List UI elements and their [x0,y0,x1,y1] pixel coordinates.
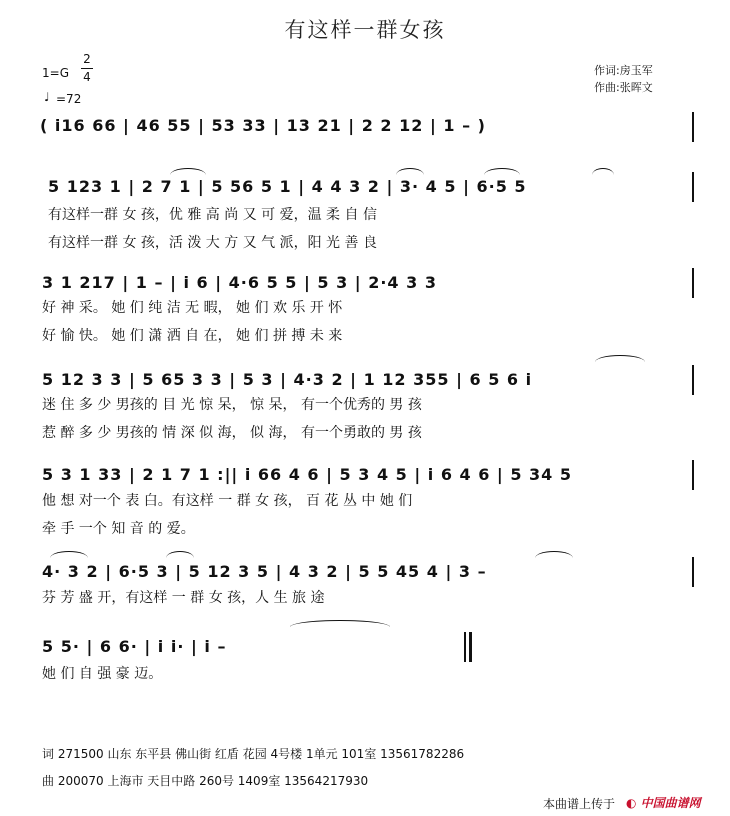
tempo-note-icon: ♩ [44,90,50,104]
row-1-end-barline [692,112,694,142]
score-row-4-lyric-1: 迷 住 多 少 男孩的 目 光 惊 呆， 惊 呆， 有一个优秀的 男 孩 [42,397,422,413]
page-title: 有这样一群女孩 [284,18,446,42]
key-signature: 1=G [42,66,69,80]
composer-address: 曲 200070 上海市 天目中路 260号 1409室 13564217930 [42,774,369,788]
final-barline-thick [469,632,472,662]
slur-mark [396,168,424,175]
score-row-2-notes: 5 123 1 | 2 7 1 | 5 56 5 1 | 4 4 3 2 | 3· 4 5 | 6·5 5 [48,177,527,196]
row-3-end-barline [692,268,694,298]
slur-mark [170,168,206,175]
score-row-7-lyric-1: 她 们 自 强 豪 迈。 [42,666,163,682]
score-row-4-lyric-2: 惹 醉 多 少 男孩的 情 深 似 海， 似 海， 有一个勇敢的 男 孩 [42,425,422,441]
score-row-5-lyric-1: 他 想 对一个 表 白。有这样 一 群 女 孩， 百 花 丛 中 她 们 [42,493,413,509]
lyricist-credit: 作词:房玉军 [594,64,653,77]
final-barline-thin [464,632,466,662]
score-row-2-lyric-2: 有这样一群 女 孩，活 泼 大 方 又 气 派，阳 光 善 良 [48,235,377,251]
score-row-3-lyric-2: 好 愉 快。 她 们 潇 洒 自 在， 她 们 拼 搏 未 来 [42,328,343,344]
site-logo[interactable] [626,794,701,811]
score-row-3-notes: 3 1 217 | 1 – | i 6 | 4·6 5 5 | 5 3 | 2·4 3 3 [42,273,437,292]
lyricist-address: 词 271500 山东 东平县 佛山街 红盾 花园 4号楼 1单元 101室 13561782286 [42,747,465,761]
slur-mark [595,355,645,362]
row-5-end-barline [692,460,694,490]
slur-mark [535,551,573,558]
score-row-6-lyric-1: 芬 芳 盛 开，有这样 一 群 女 孩，人 生 旅 途 [42,590,325,606]
score-row-5-lyric-2: 牵 手 一个 知 音 的 爱。 [42,521,195,537]
slur-mark [50,551,88,558]
row-4-end-barline [692,365,694,395]
slur-mark [592,168,614,175]
composer-credit: 作曲:张晖文 [594,81,653,94]
row-2-end-barline [692,172,694,202]
tempo-marking: =72 [56,92,82,106]
row-6-end-barline [692,557,694,587]
score-row-3-lyric-1: 好 神 采。 她 们 纯 洁 无 暇， 她 们 欢 乐 开 怀 [42,300,343,316]
logo-mark-icon: ◐ [626,796,637,810]
time-signature-denominator: 4 [83,70,91,84]
score-row-6-notes: 4· 3 2 | 6·5 3 | 5 12 3 5 | 4 3 2 | 5 5 45 4 | 3 – [42,562,487,581]
slur-mark [166,551,194,558]
score-row-4-notes: 5 12 3 3 | 5 65 3 3 | 5 3 | 4·3 2 | 1 12 355 | 6 5 6 i [42,370,533,389]
score-row-2-lyric-1: 有这样一群 女 孩，优 雅 高 尚 又 可 爱，温 柔 自 信 [48,207,377,223]
score-row-7-notes: 5 5· | 6 6· | i i· | i – [42,637,227,656]
upload-notice: 本曲谱上传于 [543,797,616,811]
score-row-5-notes: 5 3 1 33 | 2 1 7 1 :|| i 66 4 6 | 5 3 4 5 | i 6 4 6 | 5 34 5 [42,465,573,484]
time-signature-numerator: 2 [83,52,91,66]
score-row-1-notes: ( i16 66 | 46 55 | 53 33 | 13 21 | 2 2 12 | 1 – ) [40,116,486,135]
time-signature-line [81,68,93,69]
slur-mark [290,620,390,627]
logo-text: 中国曲谱网 [640,796,701,810]
slur-mark [484,168,520,175]
